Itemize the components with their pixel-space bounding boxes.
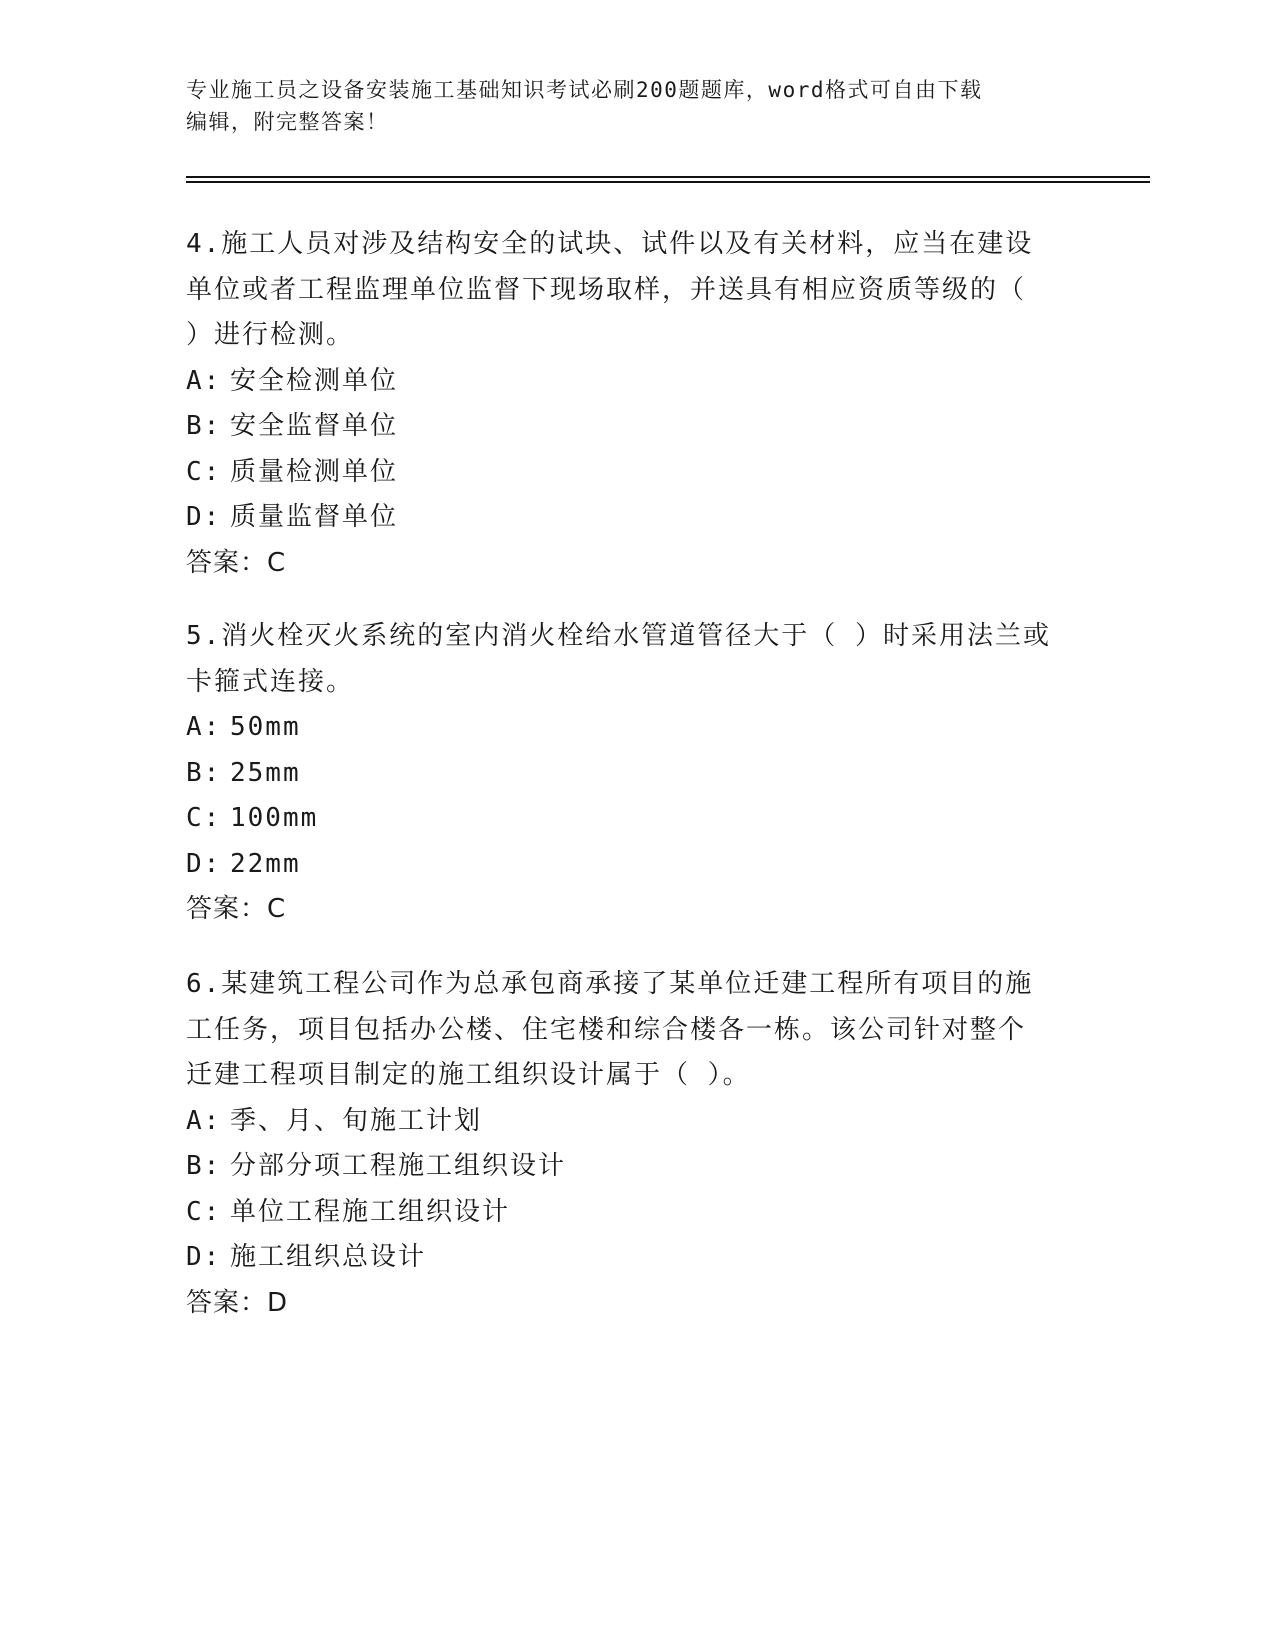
question-stem: 4.施工人员对涉及结构安全的试块、试件以及有关材料，应当在建设 单位或者工程监理单位监督下现场取样，并送具有相应资质等级的（ ）进行检测。	[186, 229, 1034, 350]
option-d	[186, 1235, 1086, 1281]
option-text: 25mm	[230, 757, 301, 788]
option-letter: C:	[186, 803, 222, 833]
option-c	[186, 1190, 1086, 1236]
header-line-2: 编辑，附完整答案！	[186, 110, 389, 134]
option-d	[186, 495, 1086, 541]
option-text: 安全监督单位	[230, 411, 399, 441]
option-letter: D:	[186, 848, 222, 879]
option-b	[186, 1144, 1086, 1190]
question-stem: 5.消火栓灭火系统的室内消火栓给水管道管径大于（ ）时采用法兰或 卡箍式连接。	[186, 621, 1051, 697]
option-a	[186, 359, 1086, 405]
option-letter: D:	[186, 1242, 222, 1272]
option-letter: B:	[186, 1151, 222, 1181]
option-text: 50mm	[230, 712, 301, 742]
option-a	[186, 705, 1086, 751]
option-c	[186, 450, 1086, 496]
option-text: 安全检测单位	[230, 365, 399, 396]
option-letter: A:	[186, 712, 222, 742]
header-rule-top	[186, 176, 1150, 178]
question-6	[186, 962, 1086, 1326]
option-letter: A:	[186, 1105, 222, 1136]
question-4	[186, 222, 1086, 586]
answer-line: 答案：C	[186, 894, 287, 924]
option-letter: C:	[186, 1196, 222, 1227]
option-text: 施工组织总设计	[230, 1242, 427, 1272]
option-letter: C:	[186, 456, 222, 487]
option-letter: A:	[186, 365, 222, 396]
question-stem: 6.某建筑工程公司作为总承包商承接了某单位迁建工程所有项目的施 工任务，项目包括办公楼、住宅楼和综合楼各一栋。该公司针对整个 迁建工程项目制定的施工组织设计属于（ ）。	[186, 969, 1034, 1090]
option-text: 22mm	[230, 848, 301, 879]
option-letter: B:	[186, 757, 222, 788]
option-letter: B:	[186, 411, 222, 441]
option-text: 季、月、旬施工计划	[230, 1105, 483, 1136]
option-c	[186, 796, 1086, 842]
document-header	[186, 74, 1086, 138]
option-a	[186, 1099, 1086, 1145]
header-line-1: 专业施工员之设备安装施工基础知识考试必刷200题题库，word格式可自由下载	[186, 78, 983, 102]
option-b	[186, 751, 1086, 797]
option-text: 分部分项工程施工组织设计	[230, 1151, 567, 1181]
header-rule-bottom	[186, 181, 1150, 183]
option-d	[186, 842, 1086, 888]
option-b	[186, 404, 1086, 450]
question-5	[186, 614, 1086, 933]
option-letter: D:	[186, 502, 222, 532]
answer-line: 答案：C	[186, 547, 287, 578]
option-text: 100mm	[230, 803, 319, 833]
answer-line: 答案：D	[186, 1287, 289, 1318]
option-text: 质量检测单位	[230, 456, 399, 487]
option-text: 质量监督单位	[230, 502, 399, 532]
option-text: 单位工程施工组织设计	[230, 1196, 511, 1227]
